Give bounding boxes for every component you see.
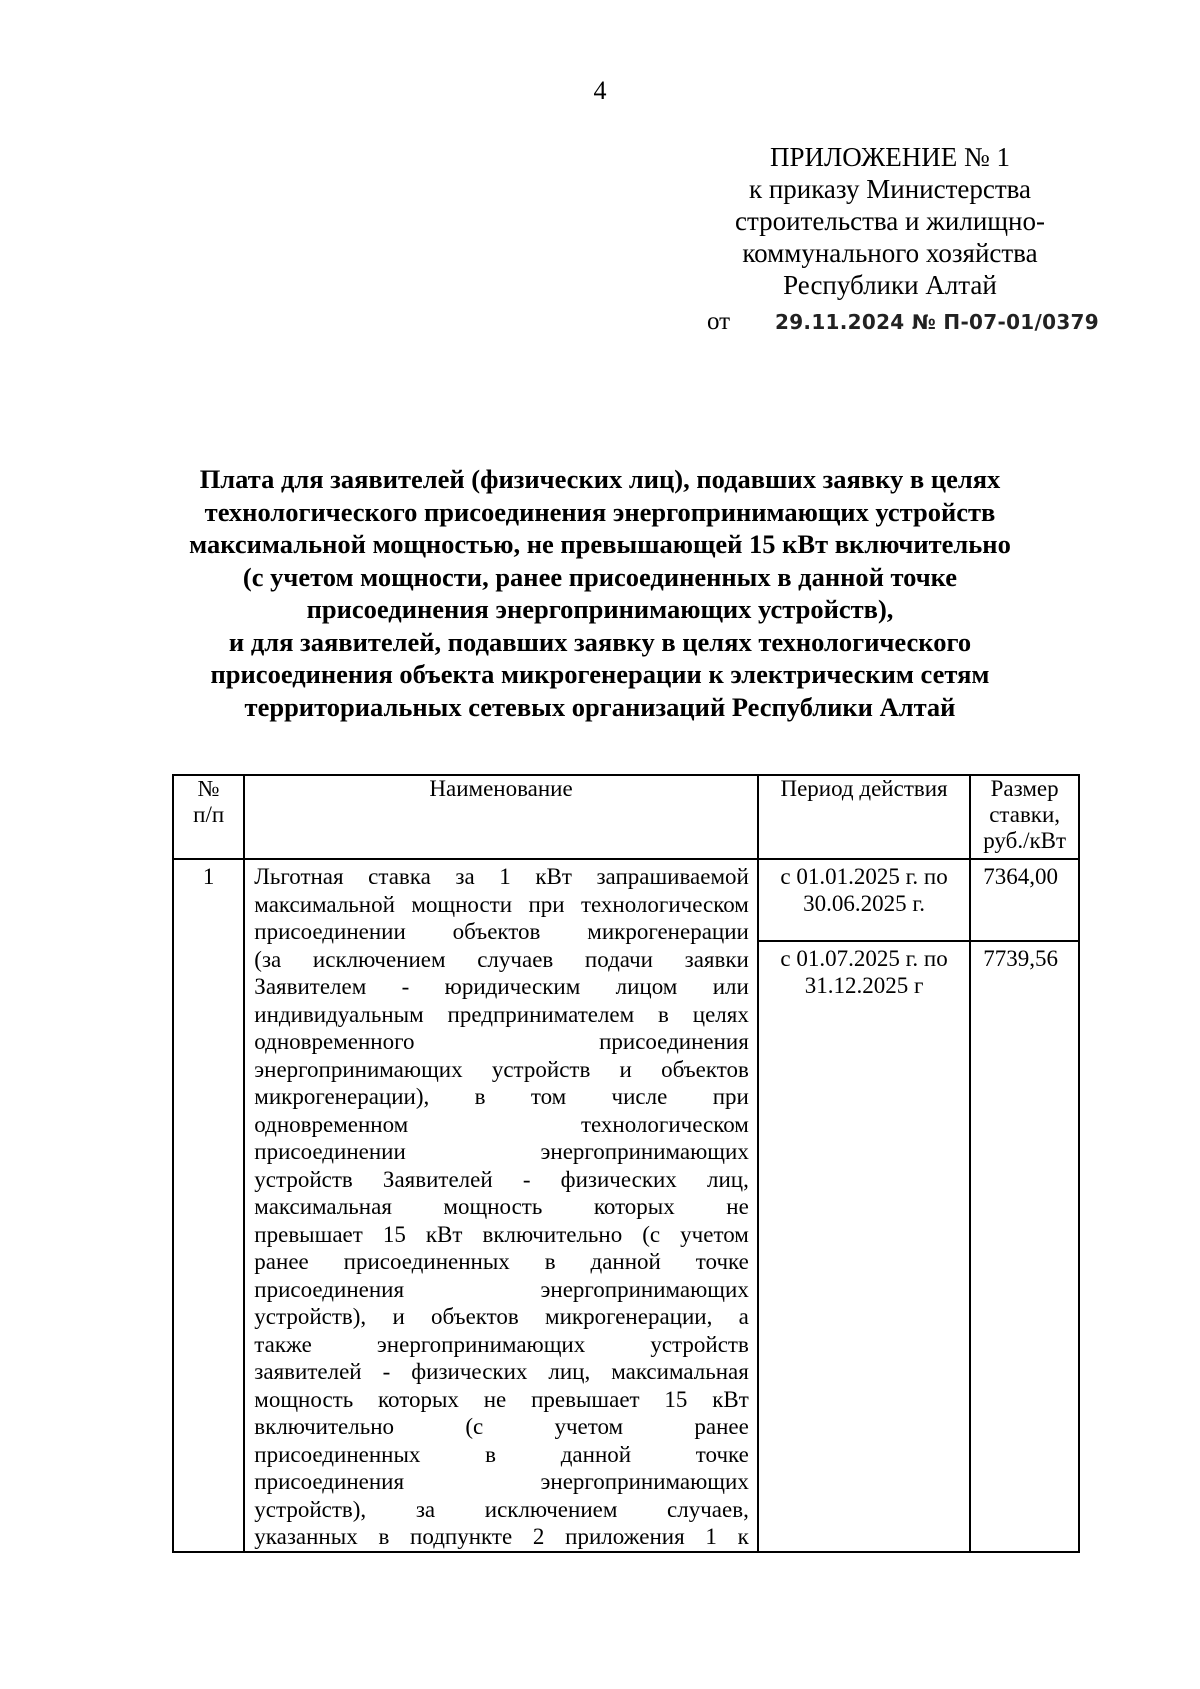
title-line: Плата для заявителей (физических лиц), подавших заявку в целях [199, 464, 1001, 494]
appendix-header [690, 141, 1090, 301]
appendix-line: коммунального хозяйства [742, 238, 1038, 268]
row-name-line: мощность которых не превышает 15 кВт [254, 1386, 749, 1412]
table-row [173, 859, 1079, 1552]
row-number: 1 [173, 859, 244, 1552]
header-rate-line: Размер [990, 776, 1059, 801]
row-name-line: включительно (с учетом ранее [254, 1414, 749, 1439]
header-rate-line: руб./кВт [983, 828, 1067, 853]
rate-2: 7739,56 [983, 946, 1059, 971]
header-period: Период действия [758, 775, 970, 859]
period-2 [759, 942, 969, 999]
period-1-line: с 01.01.2025 г. по [780, 864, 948, 889]
row-period-cell [758, 859, 970, 1552]
row-name-line: присоединенных в данной точке [254, 1441, 749, 1467]
table-header-row [173, 775, 1079, 859]
title-line: территориальных сетевых организаций Республики Алтай [244, 691, 956, 722]
title-line: и для заявителей, подавших заявку в целях технологического [228, 626, 972, 657]
period-1-line: 30.06.2025 г. [803, 891, 925, 916]
page-number: 4 [593, 76, 607, 105]
row-name-line: присоединения энергопринимающих [254, 1276, 749, 1302]
header-name: Наименование [244, 775, 758, 859]
row-name-line: максимальная мощность которых не [254, 1194, 749, 1219]
header-number-line: № [197, 776, 220, 801]
row-name-line: ранее присоединенных в данной точке [254, 1249, 749, 1274]
appendix-line: к приказу Министерства [748, 174, 1032, 204]
period-2-line: 31.12.2025 г [804, 973, 924, 998]
period-1 [759, 860, 969, 942]
rate-1: 7364,00 [971, 860, 1078, 942]
header-number-line: п/п [193, 802, 225, 827]
order-from-label: от [707, 308, 731, 335]
row-name-line: устройств Заявителей - физических лиц, [254, 1166, 749, 1192]
appendix-line: строительства и жилищно- [735, 206, 1045, 236]
title-line: присоединения энергопринимающих устройств), [306, 594, 894, 624]
row-name-line: присоединении энергопринимающих [254, 1139, 749, 1164]
row-name-line: Заявителем - юридическим лицом или [254, 974, 749, 999]
header-rate [970, 775, 1079, 859]
row-name-line: Льготная ставка за 1 кВт запрашиваемой [254, 864, 749, 889]
row-name-line: максимальной мощности при технологическом [254, 891, 749, 917]
row-name-line: индивидуальным предпринимателем в целях [254, 1001, 749, 1027]
rates-table [172, 774, 1080, 1553]
order-number-stamp: 29.11.2024 № П-07-01/0379 [775, 310, 1099, 334]
row-name-line: устройств), и объектов микрогенерации, а [254, 1304, 749, 1329]
row-name-line: заявителей - физических лиц, максимальная [254, 1359, 749, 1384]
row-name-line: (за исключением случаев подачи заявки [254, 946, 749, 972]
row-name-line: одновременном технологическом [254, 1111, 749, 1137]
row-name-line: превышает 15 кВт включительно (с учетом [254, 1221, 749, 1247]
title-line: (с учетом мощности, ранее присоединенных в данной точке [242, 561, 958, 592]
row-name-line: указанных в подпункте 2 приложения 1 к [254, 1524, 749, 1549]
row-name-line: присоединения энергопринимающих [254, 1469, 749, 1494]
row-name-line: одновременного присоединения [254, 1029, 749, 1054]
header-rate-line: ставки, [989, 802, 1061, 827]
row-name-line: устройств), за исключением случаев, [254, 1496, 749, 1522]
row-name-text [245, 860, 757, 1551]
row-name-cell [244, 859, 758, 1552]
row-rate-cell [970, 859, 1079, 1552]
row-name-line: также энергопринимающих устройств [254, 1331, 749, 1357]
document-title [150, 463, 1050, 723]
row-name-line: присоединении объектов микрогенерации [254, 919, 749, 944]
row-name-line: энергопринимающих устройств и объектов [254, 1056, 749, 1082]
row-name-line: микрогенерации), в том числе при [254, 1084, 749, 1109]
appendix-line: Республики Алтай [783, 270, 997, 300]
period-2-line: с 01.07.2025 г. по [780, 946, 948, 971]
title-line: максимальной мощностью, не превышающей 15 кВт включительно [189, 529, 1011, 559]
appendix-line: ПРИЛОЖЕНИЕ № 1 [769, 142, 1011, 172]
title-line: технологического присоединения энергопринимающих устройств [204, 496, 996, 527]
title-line: присоединения объекта микрогенерации к электрическим сетям [210, 659, 990, 689]
header-number [173, 775, 244, 859]
